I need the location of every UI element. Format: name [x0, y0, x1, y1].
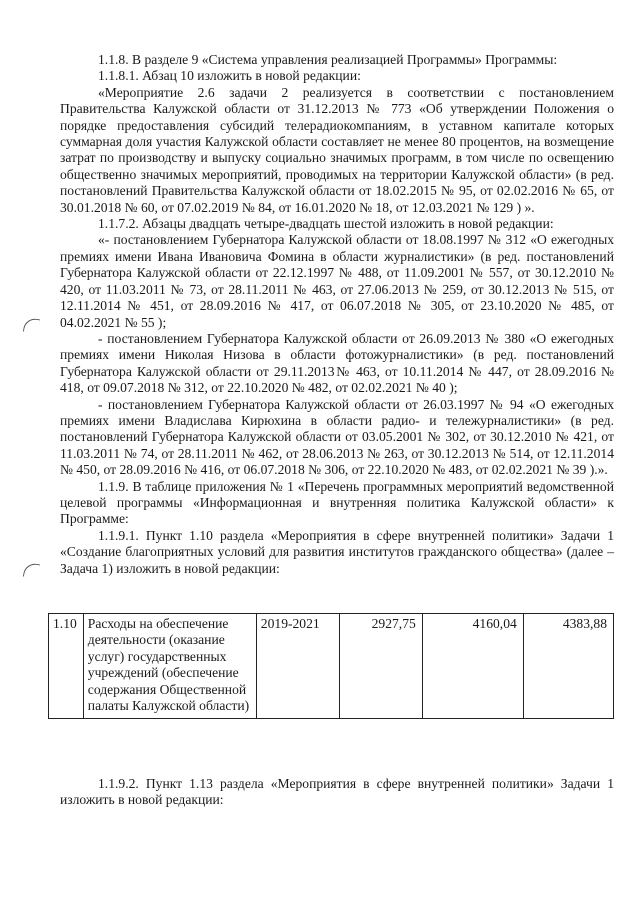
- table-cell-value-3: 4383,88: [523, 614, 613, 719]
- table-cell-value-2: 4160,04: [422, 614, 523, 719]
- document-body: [60, 52, 614, 577]
- program-measures-table: [48, 613, 614, 719]
- binder-hole-mark: [23, 562, 40, 579]
- table-cell-name: Расходы на обеспечение деятельности (оказание услуг) государственных учреждений (обеспечение содержания Общественной палаты Калужской области): [83, 614, 256, 719]
- table-cell-value-1: 2927,75: [339, 614, 422, 719]
- paragraph-kiryukhin-award: - постановлением Губернатора Калужской области от 26.03.1997 № 94 «О ежегодных премиях имени Владислава Кирюхина в области радио- и тележурналистики» (в ред. постановлений Губернатора Калужской области от 03.05.2001 № 302, от 30.12.2010 № 421, от 11.03.2011 № 74, от 28.11.2011 № 462, от 28.06.2013 № 263, от 30.12.2013 № 514, от 12.11.2014 № 450, от 28.09.2016 № 416, от 06.07.2018 № 306, от 22.10.2020 № 483, от 02.02.2021 № 39 ).».: [60, 396, 614, 478]
- document-body-continued: [60, 776, 614, 809]
- paragraph-1-1-9-1: 1.1.9.1. Пункт 1.10 раздела «Мероприятия в сфере внутренней политики» Задачи 1 «Создание благоприятных условий для развития институтов гражданского общества» (далее – Задача 1) изложить в новой редакции:: [60, 527, 614, 576]
- paragraph-measure-2-6: «Мероприятие 2.6 задачи 2 реализуется в соответствии с постановлением Правительства Калужской области от 31.12.2013 № 773 «Об утверждении Положения о порядке предоставления субсидий телерадиокомпаниям, в уставном капитале которых суммарная доля участия Калужской области составляет не менее 80 процентов, на возмещение затрат по производству и выпуску социально значимых программ, в том числе по освещению общественно значимых мероприятий, проводимых на территории Калужской области» (в ред. постановлений Правительства Калужской области от 18.02.2015 № 95, от 02.02.2016 № 65, от 30.01.2018 № 60, от 07.02.2019 № 84, от 16.01.2020 № 18, от 12.03.2021 № 129 ) ».: [60, 84, 614, 215]
- table-cell-years: 2019-2021: [256, 614, 339, 719]
- paragraph-nizov-award: - постановлением Губернатора Калужской области от 26.09.2013 № 380 «О ежегодных премиях имени Николая Низова в области фотожурналистики» (в ред. постановлений Губернатора Калужской области от 29.11.2013№ 463, от 10.11.2014 № 447, от 28.09.2016 № 418, от 09.07.2018 № 312, от 22.10.2020 № 482, от 02.02.2021 № 40 );: [60, 330, 614, 396]
- paragraph-1-1-8: 1.1.8. В разделе 9 «Система управления реализацией Программы» Программы:: [98, 52, 558, 67]
- paragraph-fomin-award: «- постановлением Губернатора Калужской области от 18.08.1997 № 312 «О ежегодных премиях имени Ивана Ивановича Фомина в области журналистики» (в ред. постановлений Губернатора Калужской области от 22.12.1997 № 488, от 11.09.2001 № 557, от 30.12.2010 № 420, от 11.03.2011 № 73, от 28.11.2011 № 463, от 27.06.2013 № 259, от 30.12.2013 № 515, от 12.11.2014 № 451, от 28.09.2016 № 417, от 06.07.2018 № 305, от 23.10.2020 № 485, от 04.02.2021 № 55 );: [60, 232, 614, 330]
- paragraph-1-1-9-2: 1.1.9.2. Пункт 1.13 раздела «Мероприятия в сфере внутренней политики» Задачи 1 изложить в новой редакции:: [60, 776, 614, 808]
- paragraph-1-1-8-1: 1.1.8.1. Абзац 10 изложить в новой редакции:: [98, 68, 361, 84]
- binder-hole-mark: [23, 317, 40, 334]
- table-row: [49, 614, 614, 719]
- table-cell-number: 1.10: [49, 614, 84, 719]
- paragraph-1-1-7-2: 1.1.7.2. Абзацы двадцать четыре-двадцать шестой изложить в новой редакции:: [98, 216, 554, 232]
- paragraph-1-1-9: 1.1.9. В таблице приложения № 1 «Перечень программных мероприятий ведомственной целевой программы «Информационная и внутренняя политика Калужской области» к Программе:: [60, 478, 614, 527]
